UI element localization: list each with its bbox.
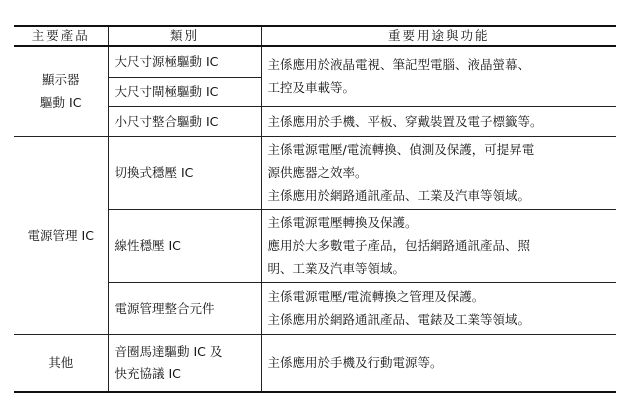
usage-large-panels bbox=[261, 46, 616, 106]
table-row bbox=[14, 334, 616, 392]
usage-small-integrated: 主係應用於手機、平板、穿戴裝置及電子標籤等。 bbox=[261, 106, 616, 136]
product-table bbox=[14, 25, 616, 393]
usage-line: 主係電源電壓轉換及保護。 bbox=[267, 215, 418, 230]
table-row bbox=[14, 46, 616, 77]
category-large-gate: 大尺寸閘極驅動 IC bbox=[108, 77, 261, 106]
header-usage: 重要用途與功能 bbox=[261, 26, 616, 46]
header-main-product: 主要產品 bbox=[14, 26, 108, 46]
usage-line: 應用於大多數電子產品，包括網路通訊產品、照 bbox=[267, 238, 531, 253]
usage-switching-regulator bbox=[261, 136, 616, 209]
category-large-source: 大尺寸源極驅動 IC bbox=[108, 46, 261, 77]
category-power-integrated: 電源管理整合元件 bbox=[108, 282, 261, 334]
category-line: 音圈馬達驅動 IC 及 bbox=[114, 343, 223, 359]
usage-line: 主係電源電壓/電流轉換、偵測及保護，可提昇電 bbox=[267, 142, 535, 157]
display-driver-name-line2: 驅動 IC bbox=[40, 95, 82, 111]
category-motor-fastcharge bbox=[108, 334, 261, 392]
category-switching-regulator: 切換式穩壓 IC bbox=[108, 136, 261, 209]
usage-power-integrated bbox=[261, 282, 616, 334]
usage-motor-fastcharge: 主係應用於手機及行動電源等。 bbox=[261, 334, 616, 392]
category-small-integrated: 小尺寸整合驅動 IC bbox=[108, 106, 261, 136]
display-driver-group-cell bbox=[14, 46, 108, 136]
table-row bbox=[14, 136, 616, 209]
power-management-group-cell: 電源管理 IC bbox=[14, 136, 108, 334]
header-category: 類別 bbox=[108, 26, 261, 46]
usage-line: 主係應用於網路通訊產品、電錶及工業等領域。 bbox=[267, 312, 531, 327]
usage-line: 明、工業及汽車等領域。 bbox=[267, 261, 406, 276]
usage-line: 主係應用於液晶電視、筆記型電腦、液晶螢幕、 bbox=[267, 57, 531, 73]
table-header-row bbox=[14, 26, 616, 46]
category-linear-regulator: 線性穩壓 IC bbox=[108, 209, 261, 282]
usage-linear-regulator bbox=[261, 209, 616, 282]
usage-line: 源供應器之效率。 bbox=[267, 165, 368, 180]
usage-line: 主係應用於網路通訊產品、工業及汽車等領域。 bbox=[267, 188, 531, 203]
other-group-cell: 其他 bbox=[14, 334, 108, 392]
usage-line: 工控及車載等。 bbox=[267, 80, 356, 96]
usage-line: 主係電源電壓/電流轉換之管理及保護。 bbox=[267, 289, 485, 304]
category-line: 快充協議 IC bbox=[114, 365, 181, 381]
display-driver-name-line1: 顯示器 bbox=[41, 72, 80, 88]
